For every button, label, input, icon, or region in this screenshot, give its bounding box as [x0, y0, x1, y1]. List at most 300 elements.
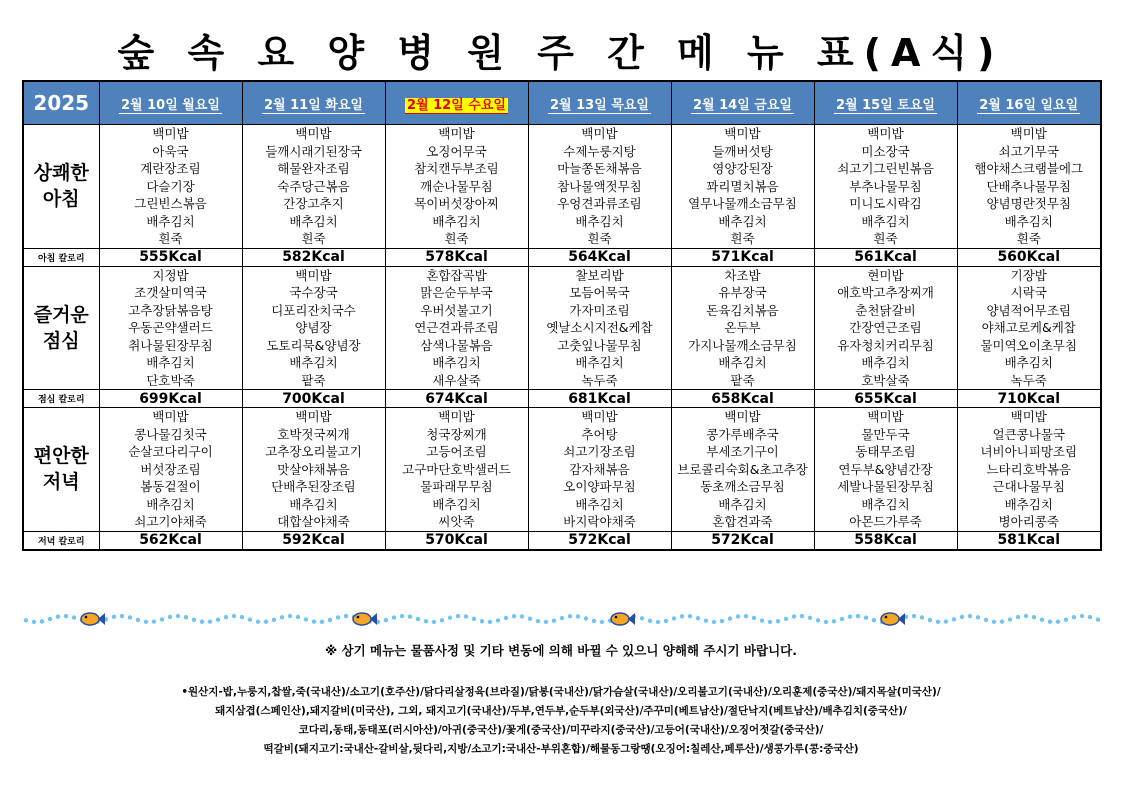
- bubble-icon: [712, 620, 716, 624]
- calorie-value: 561Kcal: [814, 248, 957, 266]
- menu-item: 바지락야채죽: [563, 514, 636, 529]
- menu-item: 흰죽: [158, 231, 183, 246]
- menu-item: 동초깨소금무침: [700, 479, 785, 494]
- menu-item: 찰보리밥: [575, 267, 624, 283]
- calorie-value: 674Kcal: [385, 390, 528, 408]
- menu-item: 양념적어무조림: [986, 302, 1072, 318]
- menu-item: 배추김치: [289, 496, 338, 512]
- menu-item: 배추김치: [1004, 355, 1053, 370]
- bubble-icon: [448, 616, 452, 620]
- origin-line: 떡갈비(돼지고기:국내산-갈비살,뒷다리,지방/소고기:국내산-부위혼합)/해물동그랑땡(오징어:칠레산,페루산)/생콩가루(콩:중국산): [263, 743, 859, 755]
- meal-name-line: 저녁: [42, 471, 80, 494]
- bubble-icon: [808, 616, 812, 620]
- menu-item: 미니도시락김: [849, 196, 922, 211]
- menu-item: 물만두국: [861, 426, 910, 442]
- menu-item: 백미밥: [1010, 409, 1047, 424]
- menu-cell: [242, 125, 385, 249]
- menu-item: 쇠고기그린빈볶음: [837, 161, 934, 176]
- menu-item: 목이버섯장아찌: [414, 196, 499, 211]
- menu-item: 백미밥: [724, 126, 761, 141]
- bubble-icon: [912, 614, 916, 618]
- bubble-icon: [256, 619, 260, 623]
- bubble-icon: [112, 615, 116, 619]
- menu-item: 배추김치: [146, 213, 195, 229]
- menu-cell: [814, 125, 957, 249]
- menu-item: 삼색나물볶음: [420, 337, 493, 353]
- bubble-icon: [720, 619, 724, 623]
- menu-item: 배추김치: [289, 355, 338, 370]
- meal-name: [23, 408, 99, 532]
- bubble-icon: [184, 615, 188, 619]
- menu-item: 꽈리멸치볶음: [706, 178, 779, 194]
- menu-item: 햄야채스크램블에그: [974, 161, 1084, 176]
- menu-item: 지정밥: [152, 267, 189, 283]
- menu-item: 가지나물깨소금무침: [688, 337, 797, 353]
- bubble-icon: [296, 615, 300, 619]
- meal-name-line: 상쾌한: [33, 162, 89, 185]
- bubble-icon: [744, 614, 748, 618]
- bubble-icon: [752, 616, 756, 620]
- bubble-icon: [984, 618, 988, 622]
- menu-item: 호박젓국찌개: [277, 426, 350, 442]
- bubble-icon: [672, 616, 676, 620]
- bubble-icon: [848, 614, 852, 618]
- menu-item: 단배추나물무침: [986, 178, 1072, 194]
- bubble-icon: [528, 616, 532, 620]
- bubble-icon: [384, 618, 388, 622]
- bubble-icon: [1064, 618, 1068, 622]
- menu-item: 물미역오이초무침: [980, 337, 1078, 353]
- menu-item: 야채고로케&케찹: [981, 320, 1076, 335]
- menu-item: 돈육김치볶음: [706, 302, 779, 318]
- bubble-icon: [872, 618, 876, 622]
- fish-icon: [881, 613, 905, 625]
- calorie-value: 581Kcal: [957, 531, 1101, 550]
- bubble-icon: [304, 617, 308, 621]
- meal-name: [23, 125, 99, 249]
- bubble-icon: [176, 614, 180, 618]
- menu-item: 백미밥: [1010, 126, 1047, 141]
- bubble-icon: [200, 620, 204, 624]
- menu-item: 열무나물깨소금무침: [688, 196, 797, 211]
- bubble-icon: [600, 620, 604, 624]
- menu-item: 아몬드가루죽: [849, 514, 922, 529]
- day-header-label: 2월 12일 수요일: [407, 97, 506, 113]
- menu-item: 디포리잔치국수: [271, 302, 356, 318]
- menu-item: 차조밥: [724, 267, 761, 283]
- calorie-value: 578Kcal: [385, 248, 528, 266]
- bubble-icon: [32, 620, 36, 624]
- menu-item: 취나물된장무침: [128, 337, 213, 353]
- bubble-icon: [864, 615, 868, 619]
- bubble-icon: [704, 618, 708, 622]
- bubble-icon: [64, 614, 68, 618]
- calorie-value: 710Kcal: [957, 390, 1101, 408]
- menu-item: 백미밥: [152, 126, 189, 141]
- bubble-icon: [648, 619, 652, 623]
- menu-cell: [957, 408, 1101, 532]
- bubble-icon: [552, 618, 556, 622]
- menu-item: 영양강된장: [712, 161, 773, 176]
- menu-cell: [814, 266, 957, 390]
- bubble-icon: [1056, 620, 1060, 624]
- menu-item: 병아리콩죽: [998, 514, 1059, 529]
- menu-item: 대합살야채죽: [277, 514, 350, 529]
- menu-item: 숙주당근볶음: [277, 178, 350, 194]
- menu-item: 단호박죽: [146, 372, 195, 388]
- fish-icon: [353, 613, 377, 625]
- bubble-icon: [968, 614, 972, 618]
- day-header: [957, 81, 1101, 125]
- menu-item: 기장밥: [1010, 267, 1047, 283]
- calorie-value: 582Kcal: [242, 248, 385, 266]
- menu-item: 배추김치: [289, 213, 338, 229]
- bubble-icon: [536, 619, 540, 623]
- bubble-icon: [520, 614, 524, 618]
- bubble-icon: [512, 614, 516, 618]
- bubble-icon: [400, 614, 404, 618]
- calorie-value: 558Kcal: [814, 531, 957, 550]
- bubble-icon: [224, 615, 228, 619]
- calorie-value: 562Kcal: [99, 531, 242, 550]
- menu-item: 근대나물무침: [992, 479, 1065, 494]
- menu-item: 배추김치: [432, 496, 481, 512]
- header-row: [23, 81, 1101, 125]
- menu-item: 간장고추지: [283, 196, 344, 211]
- menu-item: 고등어조림: [426, 444, 487, 459]
- bubble-icon: [128, 615, 132, 619]
- bubble-icon: [392, 615, 396, 619]
- menu-item: 콩나물김칫국: [134, 426, 207, 442]
- bubble-icon: [488, 620, 492, 624]
- menu-item: 배추김치: [432, 213, 481, 229]
- bubble-icon: [440, 618, 444, 622]
- bubble-icon: [856, 614, 860, 618]
- bubble-icon: [48, 617, 52, 621]
- menu-item: 혼합견과죽: [712, 514, 773, 529]
- bubble-icon: [264, 620, 268, 624]
- menu-cell: [671, 125, 814, 249]
- menu-item: 깨순나물무침: [420, 178, 493, 194]
- menu-item: 그린빈스볶음: [134, 196, 207, 211]
- menu-item: 배추김치: [575, 355, 624, 370]
- calorie-value: 564Kcal: [528, 248, 671, 266]
- menu-item: 간장연근조림: [849, 320, 922, 335]
- menu-cell: [671, 408, 814, 532]
- bubble-icon: [480, 619, 484, 623]
- menu-item: 백미밥: [295, 126, 332, 141]
- bubble-icon: [688, 614, 692, 618]
- bubble-icon: [1016, 615, 1020, 619]
- bubble-icon: [216, 617, 220, 621]
- menu-item: 버섯장조림: [140, 461, 201, 477]
- menu-item: 배추김치: [432, 355, 481, 370]
- menu-item: 배추김치: [861, 213, 910, 229]
- menu-cell: [671, 266, 814, 390]
- menu-cell: [528, 125, 671, 249]
- calorie-label: 아침 칼로리: [23, 248, 99, 266]
- bubble-icon: [1096, 617, 1100, 621]
- menu-item: 콩가루배추국: [706, 426, 779, 442]
- calorie-value: 572Kcal: [671, 531, 814, 550]
- menu-item: 연두부&양념간장: [838, 461, 933, 477]
- menu-item: 고춧잎나물무침: [557, 337, 642, 353]
- menu-cell: [528, 408, 671, 532]
- bubble-icon: [560, 616, 564, 620]
- menu-item: 수제누룽지탕: [563, 143, 636, 159]
- bubble-icon: [952, 617, 956, 621]
- bubble-icon: [192, 618, 196, 622]
- bubble-icon: [800, 614, 804, 618]
- day-header-label: 2월 15일 토요일: [836, 97, 935, 113]
- bubble-icon: [464, 614, 468, 618]
- menu-item: 새우살죽: [432, 372, 481, 388]
- menu-item: 감자채볶음: [569, 461, 630, 477]
- day-header: [99, 81, 242, 125]
- menu-item: 해물완자조림: [277, 161, 350, 176]
- bubble-icon: [136, 618, 140, 622]
- bubble-icon: [336, 615, 340, 619]
- page-title: 숲 속 요 양 병 원 주 간 메 뉴 표(A식): [117, 31, 1005, 75]
- bubble-icon: [736, 614, 740, 618]
- menu-item: 마늘쫑돈채볶음: [557, 161, 642, 176]
- meal-row: [23, 408, 1101, 532]
- menu-item: 백미밥: [152, 409, 189, 424]
- bubble-icon: [960, 615, 964, 619]
- bubble-icon: [1088, 615, 1092, 619]
- bubble-icon: [992, 620, 996, 624]
- bubble-icon: [664, 619, 668, 623]
- bubble-icon: [584, 616, 588, 620]
- bubble-icon: [920, 615, 924, 619]
- bubble-icon: [592, 619, 596, 623]
- bubble-icon: [288, 614, 292, 618]
- bubble-icon: [776, 619, 780, 623]
- year-label: 2025: [33, 91, 90, 115]
- menu-item: 배추김치: [718, 496, 767, 512]
- menu-item: 배추김치: [718, 213, 767, 229]
- menu-item: 혼합잡곡밥: [426, 267, 487, 283]
- menu-item: 참나물액젓무침: [557, 178, 642, 194]
- menu-cell: [814, 408, 957, 532]
- bubble-icon: [568, 614, 572, 618]
- menu-item: 흰죽: [730, 231, 755, 246]
- menu-item: 들깨버섯탕: [712, 143, 773, 159]
- bubble-icon: [1024, 614, 1028, 618]
- menu-item: 배추김치: [146, 355, 195, 370]
- menu-item: 쇠고기야채죽: [134, 514, 207, 529]
- calorie-value: 571Kcal: [671, 248, 814, 266]
- menu-item: 조갯살미역국: [134, 285, 207, 300]
- menu-cell: [957, 125, 1101, 249]
- bubble-icon: [328, 618, 332, 622]
- menu-item: 물파래무무침: [420, 479, 493, 494]
- menu-item: 녹두죽: [1010, 372, 1047, 388]
- bubble-icon: [792, 614, 796, 618]
- menu-cell: [99, 125, 242, 249]
- menu-item: 쇠고기장조림: [563, 444, 636, 459]
- calorie-value: 700Kcal: [242, 390, 385, 408]
- day-header: [671, 81, 814, 125]
- bubble-icon: [760, 618, 764, 622]
- meal-name-line: 점심: [42, 329, 80, 352]
- menu-item: 우버섯불고기: [420, 302, 493, 318]
- menu-item: 고추장닭볶음탕: [128, 302, 213, 318]
- menu-item: 배추김치: [1004, 496, 1053, 512]
- menu-item: 우동곤약샐러드: [128, 320, 213, 335]
- menu-item: 백미밥: [295, 267, 332, 283]
- bubble-icon: [976, 615, 980, 619]
- origin-line: 코다리,동태,동태포(러시아산)/아귀(중국산)/꽃게(중국산)/미꾸라지(중국산)/고등어(국내산)/오징어젓갈(중국산)/: [298, 724, 824, 736]
- menu-item: 흰죽: [444, 231, 469, 246]
- menu-item: 팥죽: [730, 372, 755, 388]
- menu-item: 백미밥: [295, 409, 332, 424]
- bubble-icon: [680, 614, 684, 618]
- menu-item: 백미밥: [867, 126, 904, 141]
- bubble-icon: [168, 615, 172, 619]
- menu-item: 참치캔두부조림: [414, 161, 499, 176]
- bubble-icon: [928, 618, 932, 622]
- menu-item: 배추김치: [861, 496, 910, 512]
- menu-item: 부세조기구이: [706, 444, 779, 459]
- day-header: [242, 81, 385, 125]
- bubble-icon: [424, 619, 428, 623]
- bubble-icon: [656, 620, 660, 624]
- bubble-icon: [832, 619, 836, 623]
- origin-line: •원산지-밥,누룽지,찹쌀,죽(국내산)/소고기(호주산)/닭다리살정육(브라질)/닭봉(국내산)/닭가슴살(국내산)/오리불고기(국내산)/오리훈제(중국산)/돼지목살(미국산)/: [181, 686, 941, 698]
- bubble-icon: [816, 618, 820, 622]
- bubble-icon: [56, 615, 60, 619]
- menu-item: 배추김치: [861, 355, 910, 370]
- calorie-row: [23, 531, 1101, 550]
- day-header-label: 2월 13일 목요일: [550, 97, 649, 113]
- bubble-icon: [248, 617, 252, 621]
- calorie-row: [23, 390, 1101, 408]
- menu-item: 팥죽: [301, 372, 326, 388]
- origin-info: [30, 683, 1092, 759]
- menu-item: 모듬어묵국: [569, 285, 630, 300]
- year-cell: [23, 81, 99, 125]
- calorie-value: 699Kcal: [99, 390, 242, 408]
- weekly-menu-table: [22, 80, 1102, 551]
- bubble-icon: [272, 618, 276, 622]
- menu-cell: [99, 266, 242, 390]
- calorie-value: 655Kcal: [814, 390, 957, 408]
- day-header-label: 2월 10일 월요일: [121, 97, 220, 113]
- day-header-label: 2월 14일 금요일: [693, 97, 792, 113]
- bubble-icon: [944, 619, 948, 623]
- bubble-icon: [496, 618, 500, 622]
- menu-item: 흰죽: [301, 231, 326, 246]
- menu-item: 얼큰콩나물국: [992, 426, 1065, 442]
- menu-item: 느타리호박볶음: [986, 461, 1072, 477]
- menu-cell: [242, 266, 385, 390]
- bubble-icon: [1000, 619, 1004, 623]
- menu-item: 온두부: [724, 320, 761, 335]
- menu-item: 오이양파무침: [563, 479, 636, 494]
- menu-item: 씨앗죽: [438, 514, 475, 529]
- menu-item: 브로콜리숙회&초고추장: [677, 461, 808, 477]
- menu-item: 호박살죽: [861, 372, 910, 388]
- fish-icon: [611, 613, 635, 625]
- bubble-icon: [152, 619, 156, 623]
- bubble-icon: [504, 616, 508, 620]
- bubble-icon: [824, 620, 828, 624]
- calorie-label: 점심 칼로리: [23, 390, 99, 408]
- menu-cell: [957, 266, 1101, 390]
- menu-item: 흰죽: [1016, 231, 1041, 246]
- calorie-value: 572Kcal: [528, 531, 671, 550]
- calorie-value: 555Kcal: [99, 248, 242, 266]
- bubble-icon: [1032, 615, 1036, 619]
- menu-item: 백미밥: [867, 409, 904, 424]
- meal-name-line: 즐거운: [33, 303, 89, 326]
- menu-cell: [385, 125, 528, 249]
- menu-item: 오징어무국: [426, 143, 487, 159]
- menu-item: 배추김치: [575, 496, 624, 512]
- menu-item: 배추김치: [146, 496, 195, 512]
- menu-item: 부추나물무침: [849, 178, 922, 194]
- bubble-icon: [696, 616, 700, 620]
- bubble-icon: [544, 620, 548, 624]
- bubble-icon: [1008, 617, 1012, 621]
- bubble-icon: [640, 616, 644, 620]
- meal-name: [23, 266, 99, 390]
- menu-item: 가자미조림: [569, 302, 630, 318]
- bubble-icon: [936, 620, 940, 624]
- bubble-icon: [344, 614, 348, 618]
- bubble-fish-decoration: [22, 609, 1100, 631]
- menu-item: 양념장: [295, 320, 332, 335]
- calorie-value: 681Kcal: [528, 390, 671, 408]
- bubble-icon: [72, 615, 76, 619]
- menu-item: 봄동겉절이: [140, 479, 201, 494]
- change-notice: ※ 상기 메뉴는 물품사정 및 기타 변동에 의해 바뀔 수 있으니 양해해 주시기 바랍니다.: [325, 643, 797, 658]
- menu-item: 양념명란젓무침: [986, 196, 1072, 211]
- menu-cell: [242, 408, 385, 532]
- calorie-value: 592Kcal: [242, 531, 385, 550]
- meal-row: [23, 266, 1101, 390]
- calorie-value: 560Kcal: [957, 248, 1101, 266]
- menu-item: 유부장국: [718, 285, 767, 300]
- day-header: [528, 81, 671, 125]
- bubble-icon: [160, 617, 164, 621]
- bubble-icon: [208, 619, 212, 623]
- menu-item: 우엉견과류조림: [557, 196, 642, 211]
- bubble-icon: [240, 615, 244, 619]
- menu-item: 백미밥: [581, 126, 618, 141]
- meal-name-line: 아침: [42, 188, 80, 211]
- menu-item: 계란장조림: [140, 161, 201, 176]
- bubble-icon: [768, 620, 772, 624]
- menu-cell: [528, 266, 671, 390]
- menu-item: 쇠고기무국: [998, 143, 1059, 159]
- menu-item: 녹두죽: [581, 372, 618, 388]
- bubble-icon: [416, 617, 420, 621]
- menu-item: 고구마단호박샐러드: [402, 461, 511, 477]
- meal-name-line: 편안한: [33, 445, 89, 468]
- menu-item: 들깨시래기된장국: [265, 143, 362, 159]
- calorie-value: 570Kcal: [385, 531, 528, 550]
- bubble-icon: [1048, 620, 1052, 624]
- menu-item: 맛살야채볶음: [277, 461, 350, 477]
- menu-item: 아욱국: [152, 143, 189, 159]
- menu-item: 백미밥: [438, 126, 475, 141]
- menu-item: 동태무조림: [855, 444, 916, 459]
- fish-icon: [81, 613, 105, 625]
- menu-item: 배추김치: [575, 213, 624, 229]
- bubble-icon: [144, 620, 148, 624]
